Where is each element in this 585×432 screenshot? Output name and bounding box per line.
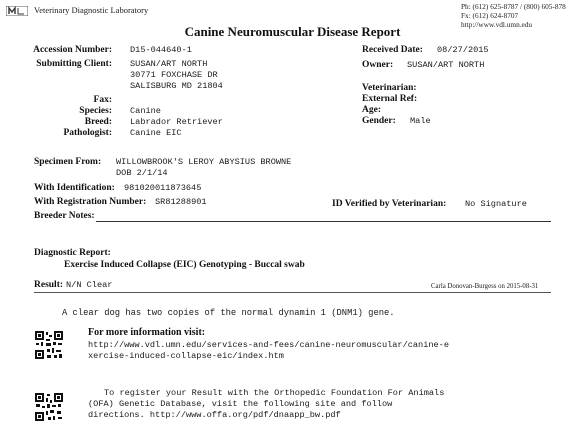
ofa-line1: To register your Result with the Orthopedic Foundation For Animals xyxy=(104,388,445,398)
registration-label: With Registration Number: xyxy=(34,197,147,207)
more-info-url-line1[interactable]: http://www.vdl.umn.edu/services-and-fees/canine-neuromuscular/canine-e xyxy=(88,340,449,350)
ofa-line3[interactable]: directions. http://www.offa.org/pdf/dnaapp_bw.pdf xyxy=(88,410,341,420)
breeder-notes-line xyxy=(96,221,551,222)
result-explanation: A clear dog has two copies of the normal dynamin 1 (DNM1) gene. xyxy=(62,308,395,318)
lab-phone: Ph: (612) 625-8787 / (800) 605-878 xyxy=(461,2,566,11)
species-label: Species: xyxy=(79,106,112,116)
signed-by: Carla Donovan-Burgess on 2015-08-31 xyxy=(431,283,539,290)
breed-value: Labrador Retriever xyxy=(130,117,223,127)
result-value: N/N Clear xyxy=(66,280,113,290)
result-divider xyxy=(34,292,551,293)
qr-code-icon xyxy=(34,330,64,360)
gender-label: Gender: xyxy=(362,116,396,126)
lab-url[interactable]: http://www.vdl.umn.edu xyxy=(461,20,533,29)
client-line1: SUSAN/ART NORTH xyxy=(130,59,208,69)
id-verified-value: No Signature xyxy=(465,199,527,209)
ofa-line2: (OFA) Genetic Database, visit the following site and follow xyxy=(88,399,393,409)
umn-logo-icon xyxy=(6,6,28,16)
received-value: 08/27/2015 xyxy=(437,45,489,55)
fax-label: Fax: xyxy=(93,95,112,105)
identification-value: 981020011873645 xyxy=(124,183,202,193)
specimen-from-label: Specimen From: xyxy=(34,157,102,167)
identification-label: With Identification: xyxy=(34,183,115,193)
owner-value: SUSAN/ART NORTH xyxy=(407,60,485,70)
specimen-from-line2: DOB 2/1/14 xyxy=(116,168,168,178)
received-label: Received Date: xyxy=(362,45,423,55)
breed-label: Breed: xyxy=(84,117,112,127)
veterinarian-label: Veterinarian: xyxy=(362,83,417,93)
ofa-qr-code-icon xyxy=(34,392,64,422)
owner-label: Owner: xyxy=(362,60,394,70)
client-line3: SALISBURG MD 21804 xyxy=(130,81,223,91)
accession-label: Accession Number: xyxy=(33,45,112,55)
report-title: Canine Neuromuscular Disease Report xyxy=(184,24,401,39)
more-info-label: For more information visit: xyxy=(88,327,206,338)
age-label: Age: xyxy=(362,105,381,115)
more-info-url-line2[interactable]: xercise-induced-collapse-eic/index.htm xyxy=(88,351,284,361)
test-name: Exercise Induced Collapse (EIC) Genotyping - Buccal swab xyxy=(64,260,305,270)
client-line2: 30771 FOXCHASE DR xyxy=(130,70,218,80)
result-label: Result: xyxy=(34,280,64,290)
registration-value: SR81288901 xyxy=(155,197,207,207)
pathologist-label: Pathologist: xyxy=(63,128,112,138)
pathologist-value: Canine EIC xyxy=(130,128,182,138)
specimen-from-line1: WILLOWBROOK'S LEROY ABYSIUS BROWNE xyxy=(116,157,292,167)
breeder-notes-label: Breeder Notes: xyxy=(34,211,95,221)
gender-value: Male xyxy=(410,116,431,126)
external-ref-label: External Ref: xyxy=(362,94,418,104)
accession-value: D15-044640-1 xyxy=(130,45,192,55)
client-label: Submitting Client: xyxy=(36,59,112,69)
diagnostic-report-label: Diagnostic Report: xyxy=(34,248,111,258)
id-verified-label: ID Verified by Veterinarian: xyxy=(332,199,447,209)
species-value: Canine xyxy=(130,106,161,116)
lab-name: Veterinary Diagnostic Laboratory xyxy=(34,5,149,15)
lab-fax: Fx: (612) 624-8707 xyxy=(461,11,519,20)
